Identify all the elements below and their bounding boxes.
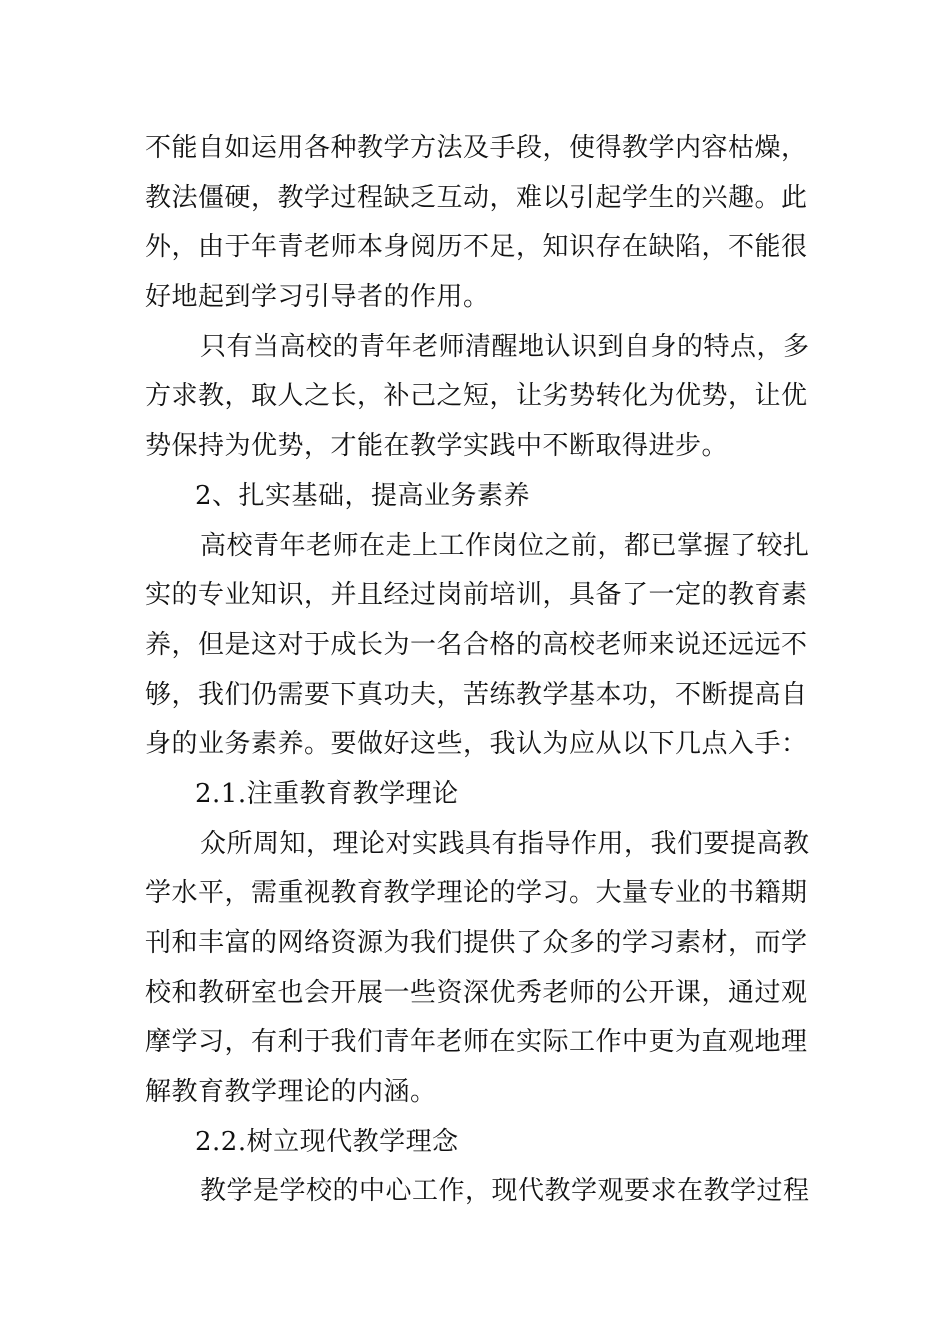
text-line: 刊和丰富的网络资源为我们提供了众多的学习素材，而学 (145, 928, 808, 958)
paragraph-first-line: 众所周知，理论对实践具有指导作用，我们要提高教 (200, 828, 810, 859)
text-line: 够，我们仍需要下真功夫，苦练教学基本功，不断提高自 (145, 679, 808, 710)
text-line: 好地起到学习引导者的作用。 (145, 282, 490, 313)
paragraph-first-line: 只有当高校的青年老师清醒地认识到自身的特点，多 (200, 331, 810, 362)
text-line: 摩学习，有利于我们青年老师在实际工作中更为直观地理 (145, 1027, 808, 1058)
text-line: 实的专业知识，并且经过岗前培训，具备了一定的教育素 (145, 580, 808, 611)
text-line: 方求教，取人之长，补己之短，让劣势转化为优势，让优 (145, 381, 808, 412)
subsection-heading: 2.2.树立现代教学理念 (195, 1126, 459, 1157)
text-line: 养，但是这对于成长为一名合格的高校老师来说还远远不 (145, 629, 808, 660)
subsection-heading: 2.1.注重教育教学理论 (195, 778, 459, 809)
text-line: 外，由于年青老师本身阅历不足，知识存在缺陷，不能很 (145, 232, 808, 263)
paragraph-first-line: 高校青年老师在走上工作岗位之前，都已掌握了较扎 (200, 530, 810, 561)
text-line: 解教育教学理论的内涵。 (145, 1077, 437, 1108)
document-page (145, 124, 811, 1217)
text-line: 学水平，需重视教育教学理论的学习。大量专业的书籍期 (145, 878, 808, 909)
text-line: 校和教研室也会开展一些资深优秀老师的公开课，通过观 (145, 977, 808, 1008)
section-heading: 2、扎实基础，提高业务素养 (195, 480, 531, 511)
text-line: 势保持为优势，才能在教学实践中不断取得进步。 (145, 431, 729, 462)
text-line: 教法僵硬，教学过程缺乏互动，难以引起学生的兴趣。此 (145, 182, 808, 213)
text-line: 不能自如运用各种教学方法及手段，使得教学内容枯燥， (145, 133, 808, 163)
paragraph-first-line: 教学是学校的中心工作，现代教学观要求在教学过程 (200, 1176, 810, 1207)
text-line: 身的业务素养。要做好这些，我认为应从以下几点入手： (145, 729, 808, 760)
